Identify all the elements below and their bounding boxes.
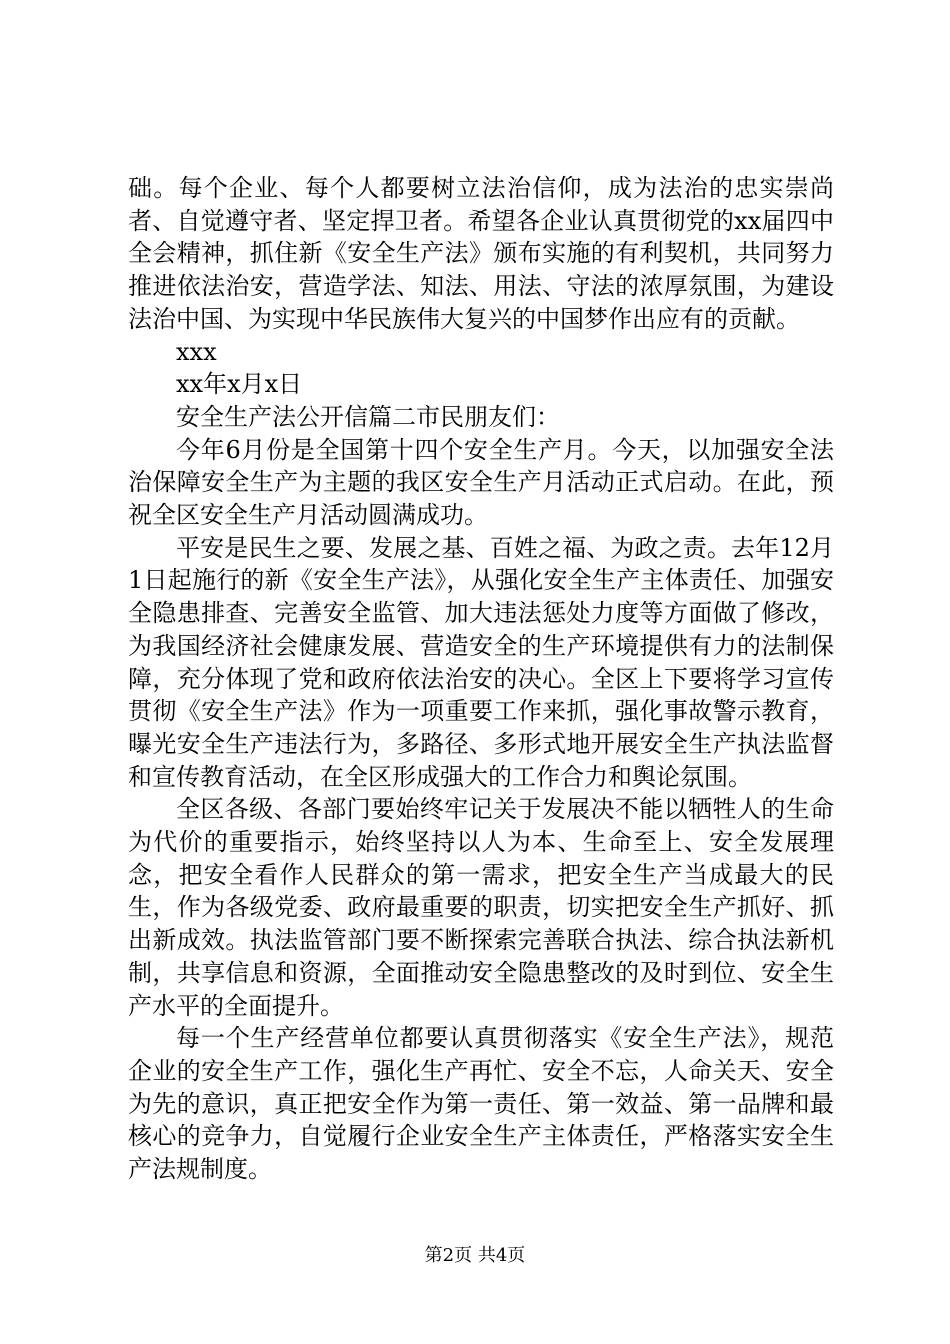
paragraph-continuation: 础。每个企业、每个人都要树立法治信仰，成为法治的忠实崇尚者、自觉遵守者、坚定捍卫者。希望各企业认真贯彻党的xx届四中全会精神，抓住新《安全生产法》颁布实施的有利契机，共同努力推进依法治安，营造学法、知法、用法、守法的浓厚氛围，为建设法治中国、为实现中华民族伟大复兴的中国梦作出应有的贡献。 [128, 174, 834, 333]
page-number-footer: 第2页 共4页 [424, 1245, 526, 1266]
signature-name: xxx [176, 337, 217, 366]
document-body [128, 172, 834, 1186]
signature-date: xx年x月x日 [176, 370, 303, 399]
paragraph-departments: 全区各级、各部门要始终牢记关于发展决不能以牺牲人的生命为代价的重要指示，始终坚持以人为本、生命至上、安全发展理念，把安全看作人民群众的第一需求，把安全生产当成最大的民生，作为各级党委、政府最重要的职责，切实把安全生产抓好、抓出新成效。执法监管部门要不断探索完善联合执法、综合执法新机制，共享信息和资源，全面推动安全隐患整改的及时到位、安全生产水平的全面提升。 [128, 795, 834, 1020]
letter-heading-salutation: 安全生产法公开信篇二市民朋友们： [176, 402, 560, 431]
paragraph-enterprises: 每一个生产经营单位都要认真贯彻落实《安全生产法》，规范企业的安全生产工作，强化生产再忙、安全不忘，人命关天、安全为先的意识，真正把安全作为第一责任、第一效益、第一品牌和最核心的竞争力，自觉履行企业安全生产主体责任，严格落实安全生产法规制度。 [128, 1024, 834, 1184]
paragraph-safety-law: 平安是民生之要、发展之基、百姓之福、为政之责。去年12月1日起施行的新《安全生产法》，从强化安全生产主体责任、加强安全隐患排查、完善安全监管、加大违法惩处力度等方面做了修改，为我国经济社会健康发展、营造安全的生产环境提供有力的法制保障，充分体现了党和政府依法治安的决心。全区上下要将学习宣传贯彻《安全生产法》作为一项重要工作来抓，强化事故警示教育，曝光安全生产违法行为，多路径、多形式地开展安全生产执法监督和宣传教育活动，在全区形成强大的工作合力和舆论氛围。 [128, 533, 834, 791]
paragraph-safety-month: 今年6月份是全国第十四个安全生产月。今天，以加强安全法治保障安全生产为主题的我区安全生产月活动正式启动。在此，预祝全区安全生产月活动圆满成功。 [128, 435, 834, 530]
